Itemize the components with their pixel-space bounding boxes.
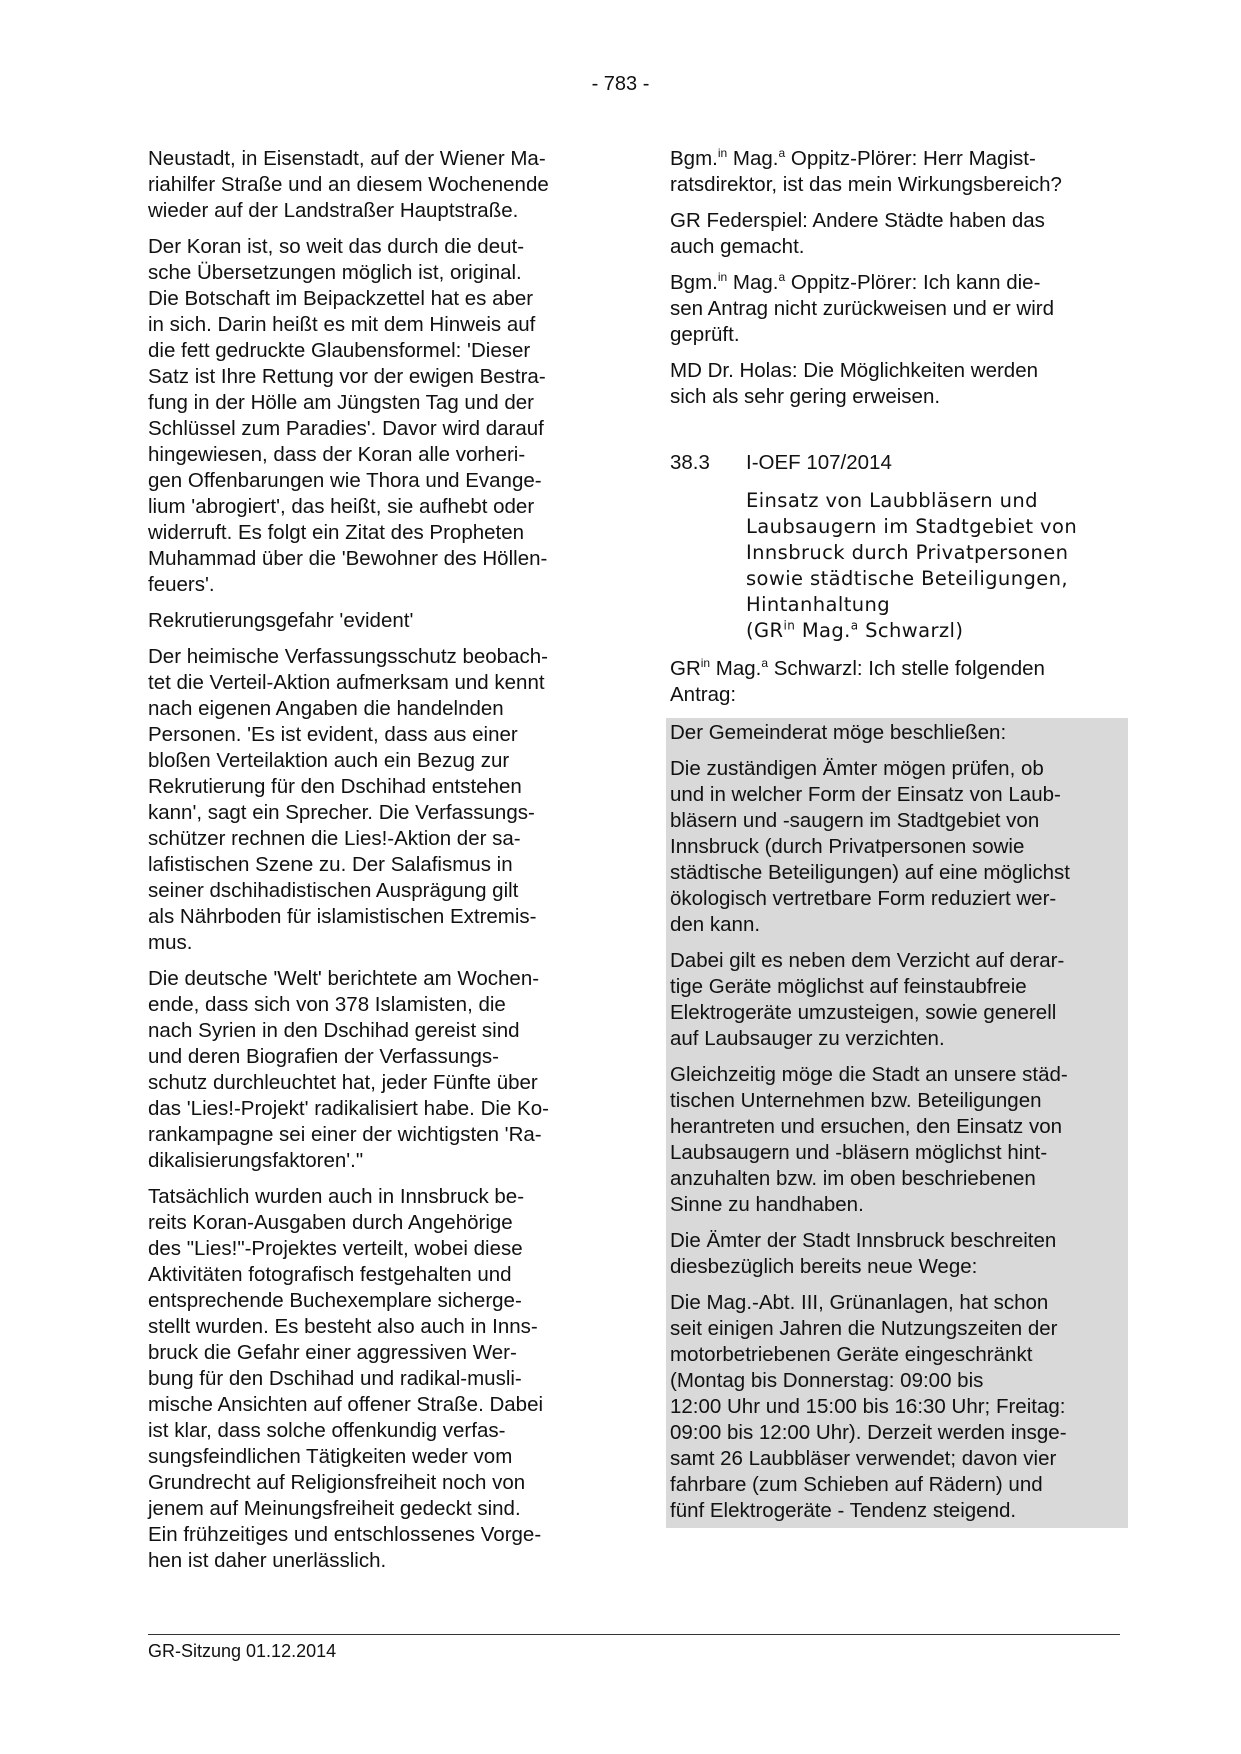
motion-paragraph: Der Gemeinderat möge beschließen: — [670, 721, 1007, 744]
paragraph: Neustadt, in Eisenstadt, auf der Wiener Ma- riahilfer Straße und an diesem Wochenende wieder auf der Landstraßer Hauptstraße. — [148, 147, 549, 222]
dialogue-mayor: Bgm.$^{in}$ Mag.$^a$ Oppitz-Plörer: Herr Magist- ratsdirektor, ist das mein Wirkungsbereich? — [670, 146, 1062, 196]
dialogue-holas: MD Dr. Holas: Die Möglichkeiten werden sich als sehr gering erweisen. — [670, 359, 1038, 408]
agenda-item — [670, 450, 1120, 644]
paragraph: Die deutsche 'Welt' berichtete am Wochen- ende, dass sich von 378 Islamisten, die nach Syrien in den Dschihad gereist sind und deren Biografien der Verfassungs- schutz durchleuchtet hat, jeder Fünfte über das 'Lies!-Projekt' radikalisiert habe. Die Ko- rankampagne sei einer der wichtigsten 'Ra- dikalisierungsfaktoren'." — [148, 967, 549, 1172]
left-column — [148, 146, 598, 1584]
footer-divider — [148, 1634, 1120, 1635]
paragraph: Der heimische Verfassungsschutz beobach- tet die Verteil-Aktion aufmerksam und kennt nach eigenen Angaben die handelnden Personen. 'Es ist evident, dass aus einer bloßen Verteilaktion auch ein Bezug zur Rekrutierung für den Dschihad entstehen kann', sagt ein Sprecher. Die Verfassungs- schützer rechnen die Lies!-Aktion der sa- lafistischen Szene zu. Der Salafismus in seiner dschihadistischen Ausprägung gilt als Nährboden für islamistischen Extremis- mus. — [148, 645, 548, 954]
motion-intro: $GR^{in}$ Mag.$^a$ Schwarzl: Ich stelle folgenden Antrag: — [670, 656, 1045, 706]
dialogue-mayor: Bgm.$^{in}$ Mag.$^a$ Oppitz-Plörer: Ich kann die- sen Antrag nicht zurückweisen und er wird geprüft. — [670, 270, 1055, 346]
page-number: - 783 - — [591, 73, 650, 95]
dialogue-federspiel: GR Federspiel: Andere Städte haben das auch gemacht. — [670, 209, 1045, 258]
agenda-title: Einsatz von Laubbläsern und Laubsaugern im Stadtgebiet von Innsbruck durch Privatpersonen sowie städtische Beteiligungen, Hintanhaltung ($GR^{in}$ Mag.$^a$ Schwarzl) — [746, 488, 1120, 644]
motion-paragraph: Die Ämter der Stadt Innsbruck beschreiten diesbezüglich bereits neue Wege: — [670, 1229, 1057, 1278]
footer-session-date: GR-Sitzung 01.12.2014 — [148, 1641, 337, 1661]
agenda-proposer: ($GR^{in}$ Mag.$^a$ Schwarzl) — [746, 618, 964, 642]
paragraph: Der Koran ist, so weit das durch die deut- sche Übersetzungen möglich ist, original. Die Botschaft im Beipackzettel hat es aber in sich. Darin heißt es mit dem Hinweis auf die fett gedruckte Glaubensformel: 'Dieser Satz ist Ihre Rettung vor der ewigen Bestra- fung in der Hölle am Jüngsten Tag und der Schlüssel zum Paradies'. Davor wird darauf hingewiesen, dass der Koran alle vorheri- gen Offenbarungen wie Thora und Evange- lium 'abrogiert', das heißt, sie aufhebt oder widerruft. Es folgt ein Zitat des Propheten Muhammad über die 'Bewohner des Höllen- feuers'. — [148, 235, 548, 596]
motion-text-box — [666, 718, 1128, 1528]
right-column — [670, 146, 1120, 1528]
motion-paragraph: Die Mag.-Abt. III, Grünanlagen, hat schon seit einigen Jahren die Nutzungszeiten der motorbetriebenen Geräte eingeschränkt (Montag bis Donnerstag: 09:00 bis 12:00 Uhr und 15:00 bis 16:30 Uhr; Freitag: 09:00 bis 12:00 Uhr). Derzeit werden insge- samt 26 Laubbläser verwendet; davon vier fahrbare (zum Schieben auf Rädern) und fünf Elektrogeräte - Tendenz steigend. — [670, 1291, 1067, 1522]
agenda-number: 38.3 — [670, 451, 710, 474]
subheading: Rekrutierungsgefahr 'evident' — [148, 609, 414, 632]
agenda-reference: I-OEF 107/2014 — [746, 451, 892, 474]
motion-paragraph: Die zuständigen Ämter mögen prüfen, ob und in welcher Form der Einsatz von Laub- bläsern und -saugern im Stadtgebiet von Innsbruck (durch Privatpersonen sowie städtische Beteiligungen) auf eine möglichst ökologisch vertretbare Form reduziert wer- den kann. — [670, 757, 1070, 936]
paragraph: Tatsächlich wurden auch in Innsbruck be- reits Koran-Ausgaben durch Angehörige des "Lies!"-Projektes verteilt, wobei diese Aktivitäten fotografisch festgehalten und entsprechende Buchexemplare sicherge- stellt wurden. Es besteht also auch in Inns- bruck die Gefahr einer aggressiven Wer- bung für den Dschihad und radikal-musli- mische Ansichten auf offener Straße. Dabei ist klar, dass solche offenkundig verfas- sungsfeindlichen Tätigkeiten weder vom Grundrecht auf Religionsfreiheit noch von jenem auf Meinungsfreiheit gedeckt sind. Ein frühzeitiges und entschlossenes Vorge- hen ist daher unerlässlich. — [148, 1185, 544, 1572]
motion-paragraph: Dabei gilt es neben dem Verzicht auf derar- tige Geräte möglichst auf feinstaubfreie Elektrogeräte umzusteigen, sowie generell auf Laubsauger zu verzichten. — [670, 949, 1065, 1050]
agenda-heading — [670, 450, 1120, 476]
motion-paragraph: Gleichzeitig möge die Stadt an unsere städ- tischen Unternehmen bzw. Beteiligungen herantreten und ersuchen, den Einsatz von Laubsaugern und -bläsern möglichst hint- anzuhalten bzw. im oben beschriebenen Sinne zu handhaben. — [670, 1063, 1068, 1216]
